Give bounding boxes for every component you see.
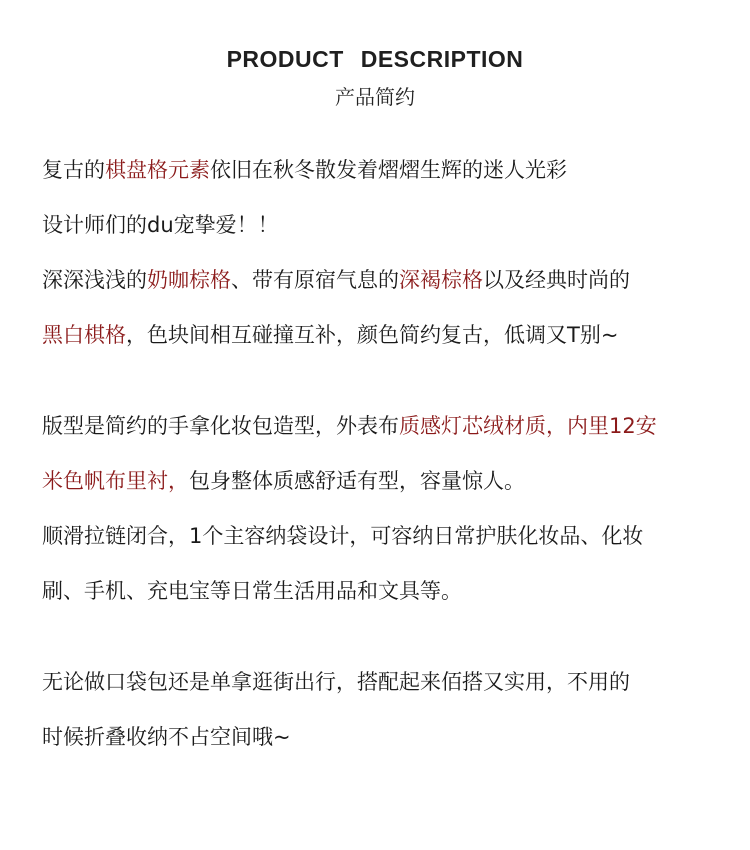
text-line [42, 412, 742, 440]
text-segment: 设计师们的du宠挚爱！！ [42, 213, 279, 237]
text-line [42, 668, 742, 696]
description-body [42, 156, 742, 778]
paragraph-3 [42, 668, 742, 751]
highlight-segment: 奶咖棕格 [147, 268, 231, 292]
text-segment: 顺滑拉链闭合，1个主容纳袋设计，可容纳日常护肤化妆品、化妆 [42, 524, 644, 548]
text-line [42, 156, 742, 184]
highlight-segment: 黑白棋格 [42, 323, 126, 347]
text-segment: 复古的 [42, 158, 105, 182]
highlight-segment: 棋盘格元素 [105, 158, 210, 182]
paragraph-gap [42, 632, 742, 668]
highlight-segment: 深褐棕格 [399, 268, 483, 292]
text-segment: ，色块间相互碰撞互补，颜色简约复古，低调又T别~ [126, 323, 619, 347]
paragraph-2 [42, 412, 742, 605]
paragraph-gap [42, 376, 742, 412]
paragraph-1 [42, 156, 742, 349]
text-segment: 以及经典时尚的 [483, 268, 630, 292]
text-line [42, 467, 742, 495]
text-line [42, 211, 742, 239]
text-line [42, 321, 742, 349]
text-segment: 刷、手机、充电宝等日常生活用品和文具等。 [42, 579, 462, 603]
header [0, 44, 750, 110]
text-segment: 依旧在秋冬散发着熠熠生辉的迷人光彩 [210, 158, 567, 182]
text-segment: 、带有原宿气息的 [231, 268, 399, 292]
text-segment: 包身整体质感舒适有型，容量惊人。 [189, 469, 525, 493]
text-line [42, 723, 742, 751]
text-segment: 无论做口袋包还是单拿逛街出行，搭配起来佰搭又实用，不用的 [42, 670, 630, 694]
text-segment: 深深浅浅的 [42, 268, 147, 292]
text-segment: 版型是简约的手拿化妆包造型，外表布 [42, 414, 399, 438]
page-subtitle: 产品简约 [335, 85, 415, 109]
text-line [42, 266, 742, 294]
page-title: PRODUCT DESCRIPTION [226, 46, 524, 72]
text-segment: 时候折叠收纳不占空间哦~ [42, 725, 291, 749]
highlight-segment: 质感灯芯绒材质，内里12安 [399, 414, 657, 438]
highlight-segment: 米色帆布里衬， [42, 469, 189, 493]
text-line [42, 577, 742, 605]
text-line [42, 522, 742, 550]
